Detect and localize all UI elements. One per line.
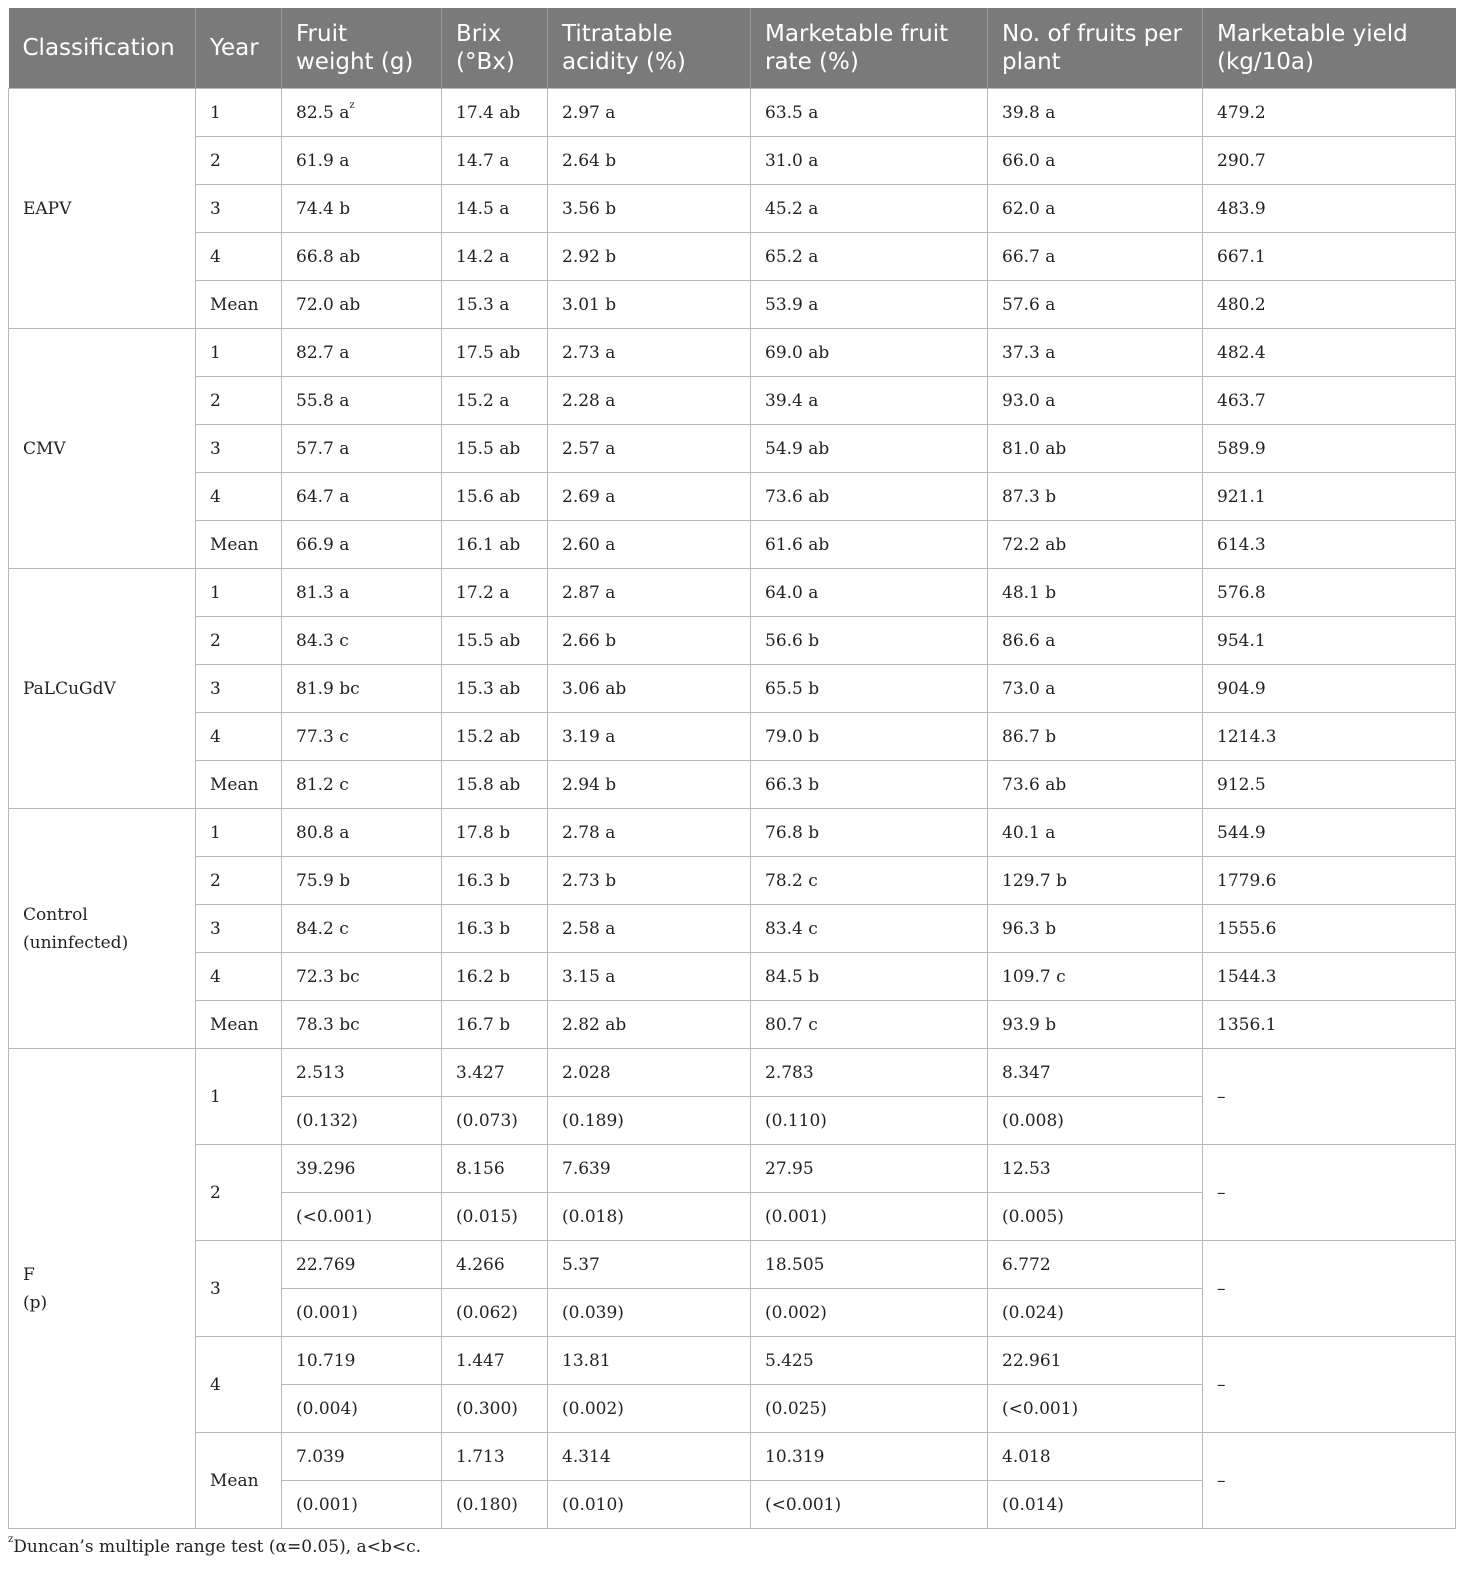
brix-p-cell: (0.015) (442, 1193, 548, 1241)
fruit-weight-p-cell: (<0.001) (282, 1193, 442, 1241)
table-row (9, 329, 1456, 377)
fruit-weight-cell: 77.3 c (282, 713, 442, 761)
brix-f-cell: 1.447 (442, 1337, 548, 1385)
brix-p-cell: (0.062) (442, 1289, 548, 1337)
brix-f-cell: 1.713 (442, 1433, 548, 1481)
fruit-weight-cell: 61.9 a (282, 137, 442, 185)
fruits-per-plant-p-cell: (0.005) (988, 1193, 1203, 1241)
marketable-fruit-rate-cell: 73.6 ab (751, 473, 988, 521)
classification-cell: Control (uninfected) (9, 809, 196, 1049)
table-row (9, 521, 1456, 569)
marketable-fruit-rate-cell: 83.4 c (751, 905, 988, 953)
titratable-acidity-f-cell: 13.81 (548, 1337, 751, 1385)
brix-cell: 15.2 a (442, 377, 548, 425)
column-header-titratable-acidity: Titratable acidity (%) (548, 8, 751, 89)
fruits-per-plant-f-cell: 8.347 (988, 1049, 1203, 1097)
fruits-per-plant-cell: 93.9 b (988, 1001, 1203, 1049)
year-cell: Mean (196, 521, 282, 569)
f-value-row (9, 1049, 1456, 1097)
marketable-yield-cell: 482.4 (1203, 329, 1456, 377)
fruit-weight-f-cell: 7.039 (282, 1433, 442, 1481)
marketable-yield-cell: 576.8 (1203, 569, 1456, 617)
table-body (9, 89, 1456, 1529)
fruit-weight-p-cell: (0.001) (282, 1289, 442, 1337)
marketable-yield-cell: 614.3 (1203, 521, 1456, 569)
footnote-marker: z (349, 99, 355, 111)
fruit-weight-cell: 66.8 ab (282, 233, 442, 281)
fruits-per-plant-cell: 86.7 b (988, 713, 1203, 761)
marketable-fruit-rate-p-cell: (0.110) (751, 1097, 988, 1145)
year-cell: 1 (196, 569, 282, 617)
fruits-per-plant-cell: 86.6 a (988, 617, 1203, 665)
fruits-per-plant-p-cell: (0.008) (988, 1097, 1203, 1145)
year-cell: 2 (196, 617, 282, 665)
titratable-acidity-p-cell: (0.039) (548, 1289, 751, 1337)
fruit-weight-p-cell: (0.132) (282, 1097, 442, 1145)
year-cell: 2 (196, 857, 282, 905)
titratable-acidity-p-cell: (0.002) (548, 1385, 751, 1433)
titratable-acidity-f-cell: 5.37 (548, 1241, 751, 1289)
brix-cell: 14.5 a (442, 185, 548, 233)
marketable-fruit-rate-cell: 65.5 b (751, 665, 988, 713)
marketable-yield-cell: 290.7 (1203, 137, 1456, 185)
brix-cell: 14.7 a (442, 137, 548, 185)
titratable-acidity-cell: 2.94 b (548, 761, 751, 809)
fruit-weight-cell: 84.3 c (282, 617, 442, 665)
fruit-weight-cell: 84.2 c (282, 905, 442, 953)
fruit-weight-cell (282, 89, 442, 137)
brix-cell: 16.1 ab (442, 521, 548, 569)
year-cell: 1 (196, 89, 282, 137)
fruit-weight-cell: 66.9 a (282, 521, 442, 569)
marketable-yield-cell: 1356.1 (1203, 1001, 1456, 1049)
titratable-acidity-cell: 2.28 a (548, 377, 751, 425)
fruit-weight-cell: 72.3 bc (282, 953, 442, 1001)
brix-cell: 17.8 b (442, 809, 548, 857)
fruit-weight-cell: 75.9 b (282, 857, 442, 905)
fruit-weight-p-cell: (0.001) (282, 1481, 442, 1529)
table-row (9, 377, 1456, 425)
year-cell: 1 (196, 1049, 282, 1145)
year-cell: 2 (196, 137, 282, 185)
marketable-fruit-rate-cell: 56.6 b (751, 617, 988, 665)
year-cell: Mean (196, 281, 282, 329)
brix-cell: 15.3 ab (442, 665, 548, 713)
titratable-acidity-cell: 2.78 a (548, 809, 751, 857)
cell-value: 82.5 a (296, 102, 350, 123)
table-row (9, 761, 1456, 809)
marketable-yield-cell: – (1203, 1337, 1456, 1433)
column-header-marketable-fruit-rate: Marketable fruit rate (%) (751, 8, 988, 89)
footnote-text: Duncan’s multiple range test (α=0.05), a<b<c. (13, 1537, 421, 1557)
fruits-per-plant-p-cell: (<0.001) (988, 1385, 1203, 1433)
classification-cell: PaLCuGdV (9, 569, 196, 809)
fruit-weight-cell: 81.3 a (282, 569, 442, 617)
marketable-yield-cell: 912.5 (1203, 761, 1456, 809)
marketable-yield-cell: 589.9 (1203, 425, 1456, 473)
titratable-acidity-cell: 3.56 b (548, 185, 751, 233)
fruits-per-plant-cell: 40.1 a (988, 809, 1203, 857)
fruits-per-plant-cell: 39.8 a (988, 89, 1203, 137)
classification-cell: EAPV (9, 89, 196, 329)
marketable-yield-cell: – (1203, 1049, 1456, 1145)
fruit-weight-cell: 72.0 ab (282, 281, 442, 329)
fruit-weight-cell: 74.4 b (282, 185, 442, 233)
f-value-row (9, 1145, 1456, 1193)
fruit-weight-p-cell: (0.004) (282, 1385, 442, 1433)
column-header-year: Year (196, 8, 282, 89)
brix-cell: 16.2 b (442, 953, 548, 1001)
column-header-fruits-per-plant: No. of fruits per plant (988, 8, 1203, 89)
year-cell: 3 (196, 185, 282, 233)
marketable-fruit-rate-cell: 54.9 ab (751, 425, 988, 473)
header-row (9, 8, 1456, 89)
marketable-yield-cell: 483.9 (1203, 185, 1456, 233)
titratable-acidity-f-cell: 7.639 (548, 1145, 751, 1193)
brix-cell: 15.8 ab (442, 761, 548, 809)
brix-f-cell: 8.156 (442, 1145, 548, 1193)
fruits-per-plant-cell: 37.3 a (988, 329, 1203, 377)
marketable-yield-cell: 921.1 (1203, 473, 1456, 521)
brix-cell: 15.2 ab (442, 713, 548, 761)
marketable-fruit-rate-p-cell: (0.001) (751, 1193, 988, 1241)
marketable-yield-cell: 544.9 (1203, 809, 1456, 857)
brix-cell: 15.5 ab (442, 425, 548, 473)
titratable-acidity-cell: 2.58 a (548, 905, 751, 953)
titratable-acidity-cell: 2.97 a (548, 89, 751, 137)
marketable-fruit-rate-cell: 63.5 a (751, 89, 988, 137)
marketable-yield-cell: 1779.6 (1203, 857, 1456, 905)
marketable-fruit-rate-cell: 84.5 b (751, 953, 988, 1001)
marketable-fruit-rate-cell: 64.0 a (751, 569, 988, 617)
fruits-per-plant-cell: 87.3 b (988, 473, 1203, 521)
table-row (9, 953, 1456, 1001)
column-header-fruit-weight: Fruit weight (g) (282, 8, 442, 89)
marketable-yield-cell: 480.2 (1203, 281, 1456, 329)
marketable-fruit-rate-f-cell: 2.783 (751, 1049, 988, 1097)
footnote-superscript: z (8, 1534, 14, 1545)
table-row (9, 857, 1456, 905)
marketable-fruit-rate-f-cell: 18.505 (751, 1241, 988, 1289)
marketable-fruit-rate-p-cell: (0.025) (751, 1385, 988, 1433)
column-header-marketable-yield: Marketable yield (kg/10a) (1203, 8, 1456, 89)
fruits-per-plant-p-cell: (0.024) (988, 1289, 1203, 1337)
fruit-weight-cell: 55.8 a (282, 377, 442, 425)
marketable-fruit-rate-cell: 76.8 b (751, 809, 988, 857)
marketable-yield-cell: 1544.3 (1203, 953, 1456, 1001)
brix-cell: 17.5 ab (442, 329, 548, 377)
marketable-yield-cell: 667.1 (1203, 233, 1456, 281)
marketable-fruit-rate-f-cell: 5.425 (751, 1337, 988, 1385)
table-row (9, 185, 1456, 233)
brix-cell: 15.5 ab (442, 617, 548, 665)
titratable-acidity-cell: 2.87 a (548, 569, 751, 617)
titratable-acidity-cell: 2.73 b (548, 857, 751, 905)
year-cell: 1 (196, 809, 282, 857)
brix-cell: 16.7 b (442, 1001, 548, 1049)
fruits-per-plant-cell: 48.1 b (988, 569, 1203, 617)
marketable-yield-cell: 1214.3 (1203, 713, 1456, 761)
marketable-fruit-rate-f-cell: 27.95 (751, 1145, 988, 1193)
year-cell: 4 (196, 953, 282, 1001)
marketable-yield-cell: 954.1 (1203, 617, 1456, 665)
fruits-per-plant-cell: 72.2 ab (988, 521, 1203, 569)
table-row (9, 713, 1456, 761)
brix-f-cell: 3.427 (442, 1049, 548, 1097)
table-row (9, 617, 1456, 665)
fruits-per-plant-cell: 93.0 a (988, 377, 1203, 425)
titratable-acidity-cell: 2.57 a (548, 425, 751, 473)
marketable-yield-cell: 463.7 (1203, 377, 1456, 425)
brix-cell: 15.3 a (442, 281, 548, 329)
year-cell: Mean (196, 1433, 282, 1529)
marketable-fruit-rate-cell: 69.0 ab (751, 329, 988, 377)
column-header-brix: Brix (°Bx) (442, 8, 548, 89)
fruits-per-plant-f-cell: 6.772 (988, 1241, 1203, 1289)
brix-cell: 16.3 b (442, 905, 548, 953)
fruit-weight-cell: 78.3 bc (282, 1001, 442, 1049)
table-row (9, 137, 1456, 185)
brix-p-cell: (0.073) (442, 1097, 548, 1145)
fruits-per-plant-f-cell: 4.018 (988, 1433, 1203, 1481)
results-table (8, 8, 1456, 1529)
fruits-per-plant-f-cell: 12.53 (988, 1145, 1203, 1193)
table-row (9, 569, 1456, 617)
marketable-fruit-rate-cell: 39.4 a (751, 377, 988, 425)
titratable-acidity-cell: 2.92 b (548, 233, 751, 281)
table-row (9, 281, 1456, 329)
marketable-fruit-rate-cell: 65.2 a (751, 233, 988, 281)
marketable-fruit-rate-f-cell: 10.319 (751, 1433, 988, 1481)
brix-p-cell: (0.180) (442, 1481, 548, 1529)
table-row (9, 809, 1456, 857)
titratable-acidity-cell: 3.06 ab (548, 665, 751, 713)
fruit-weight-f-cell: 39.296 (282, 1145, 442, 1193)
brix-cell: 15.6 ab (442, 473, 548, 521)
fruits-per-plant-f-cell: 22.961 (988, 1337, 1203, 1385)
marketable-fruit-rate-cell: 53.9 a (751, 281, 988, 329)
fruit-weight-f-cell: 10.719 (282, 1337, 442, 1385)
fruit-weight-cell: 64.7 a (282, 473, 442, 521)
p-label: (p) (23, 1292, 48, 1313)
fruit-weight-f-cell: 22.769 (282, 1241, 442, 1289)
fruits-per-plant-cell: 109.7 c (988, 953, 1203, 1001)
titratable-acidity-cell: 3.15 a (548, 953, 751, 1001)
marketable-yield-cell: 904.9 (1203, 665, 1456, 713)
column-header-classification: Classification (9, 8, 196, 89)
fruit-weight-cell: 81.9 bc (282, 665, 442, 713)
marketable-yield-cell: – (1203, 1241, 1456, 1337)
titratable-acidity-cell: 3.01 b (548, 281, 751, 329)
brix-cell: 14.2 a (442, 233, 548, 281)
year-cell: 2 (196, 377, 282, 425)
fruits-per-plant-cell: 73.6 ab (988, 761, 1203, 809)
fruits-per-plant-p-cell: (0.014) (988, 1481, 1203, 1529)
titratable-acidity-cell: 2.64 b (548, 137, 751, 185)
brix-p-cell: (0.300) (442, 1385, 548, 1433)
fruits-per-plant-cell: 96.3 b (988, 905, 1203, 953)
table-row (9, 473, 1456, 521)
marketable-fruit-rate-cell: 66.3 b (751, 761, 988, 809)
marketable-fruit-rate-p-cell: (<0.001) (751, 1481, 988, 1529)
fruits-per-plant-cell: 66.0 a (988, 137, 1203, 185)
fruits-per-plant-cell: 73.0 a (988, 665, 1203, 713)
table-row (9, 425, 1456, 473)
year-cell: 1 (196, 329, 282, 377)
year-cell: Mean (196, 1001, 282, 1049)
marketable-yield-cell: 1555.6 (1203, 905, 1456, 953)
year-cell: 3 (196, 905, 282, 953)
brix-cell: 16.3 b (442, 857, 548, 905)
brix-cell: 17.2 a (442, 569, 548, 617)
footnote (8, 1534, 421, 1557)
marketable-fruit-rate-cell: 31.0 a (751, 137, 988, 185)
titratable-acidity-cell: 2.66 b (548, 617, 751, 665)
year-cell: 3 (196, 665, 282, 713)
fruit-weight-cell: 57.7 a (282, 425, 442, 473)
fruits-per-plant-cell: 66.7 a (988, 233, 1203, 281)
marketable-yield-cell: – (1203, 1433, 1456, 1529)
year-cell: 2 (196, 1145, 282, 1241)
table-row (9, 89, 1456, 137)
marketable-fruit-rate-cell: 45.2 a (751, 185, 988, 233)
table-row (9, 233, 1456, 281)
classification-cell (9, 1049, 196, 1529)
fruit-weight-cell: 81.2 c (282, 761, 442, 809)
table-row (9, 665, 1456, 713)
titratable-acidity-cell: 2.60 a (548, 521, 751, 569)
marketable-fruit-rate-p-cell: (0.002) (751, 1289, 988, 1337)
year-cell: 4 (196, 233, 282, 281)
f-value-row (9, 1337, 1456, 1385)
fruit-weight-cell: 82.7 a (282, 329, 442, 377)
titratable-acidity-p-cell: (0.018) (548, 1193, 751, 1241)
marketable-fruit-rate-cell: 78.2 c (751, 857, 988, 905)
f-label: F (23, 1264, 35, 1285)
brix-f-cell: 4.266 (442, 1241, 548, 1289)
marketable-yield-cell: 479.2 (1203, 89, 1456, 137)
fruits-per-plant-cell: 81.0 ab (988, 425, 1203, 473)
f-value-row (9, 1241, 1456, 1289)
titratable-acidity-f-cell: 4.314 (548, 1433, 751, 1481)
fruit-weight-cell: 80.8 a (282, 809, 442, 857)
marketable-fruit-rate-cell: 80.7 c (751, 1001, 988, 1049)
marketable-fruit-rate-cell: 61.6 ab (751, 521, 988, 569)
titratable-acidity-cell: 3.19 a (548, 713, 751, 761)
year-cell: 4 (196, 1337, 282, 1433)
fruit-weight-f-cell: 2.513 (282, 1049, 442, 1097)
titratable-acidity-p-cell: (0.010) (548, 1481, 751, 1529)
marketable-yield-cell: – (1203, 1145, 1456, 1241)
marketable-fruit-rate-cell: 79.0 b (751, 713, 988, 761)
year-cell: 3 (196, 1241, 282, 1337)
table-row (9, 1001, 1456, 1049)
year-cell: 3 (196, 425, 282, 473)
year-cell: Mean (196, 761, 282, 809)
fruits-per-plant-cell: 129.7 b (988, 857, 1203, 905)
titratable-acidity-cell: 2.73 a (548, 329, 751, 377)
year-cell: 4 (196, 473, 282, 521)
fruits-per-plant-cell: 62.0 a (988, 185, 1203, 233)
fruits-per-plant-cell: 57.6 a (988, 281, 1203, 329)
titratable-acidity-cell: 2.69 a (548, 473, 751, 521)
table-row (9, 905, 1456, 953)
brix-cell: 17.4 ab (442, 89, 548, 137)
f-value-row (9, 1433, 1456, 1481)
titratable-acidity-p-cell: (0.189) (548, 1097, 751, 1145)
titratable-acidity-cell: 2.82 ab (548, 1001, 751, 1049)
year-cell: 4 (196, 713, 282, 761)
titratable-acidity-f-cell: 2.028 (548, 1049, 751, 1097)
classification-cell: CMV (9, 329, 196, 569)
